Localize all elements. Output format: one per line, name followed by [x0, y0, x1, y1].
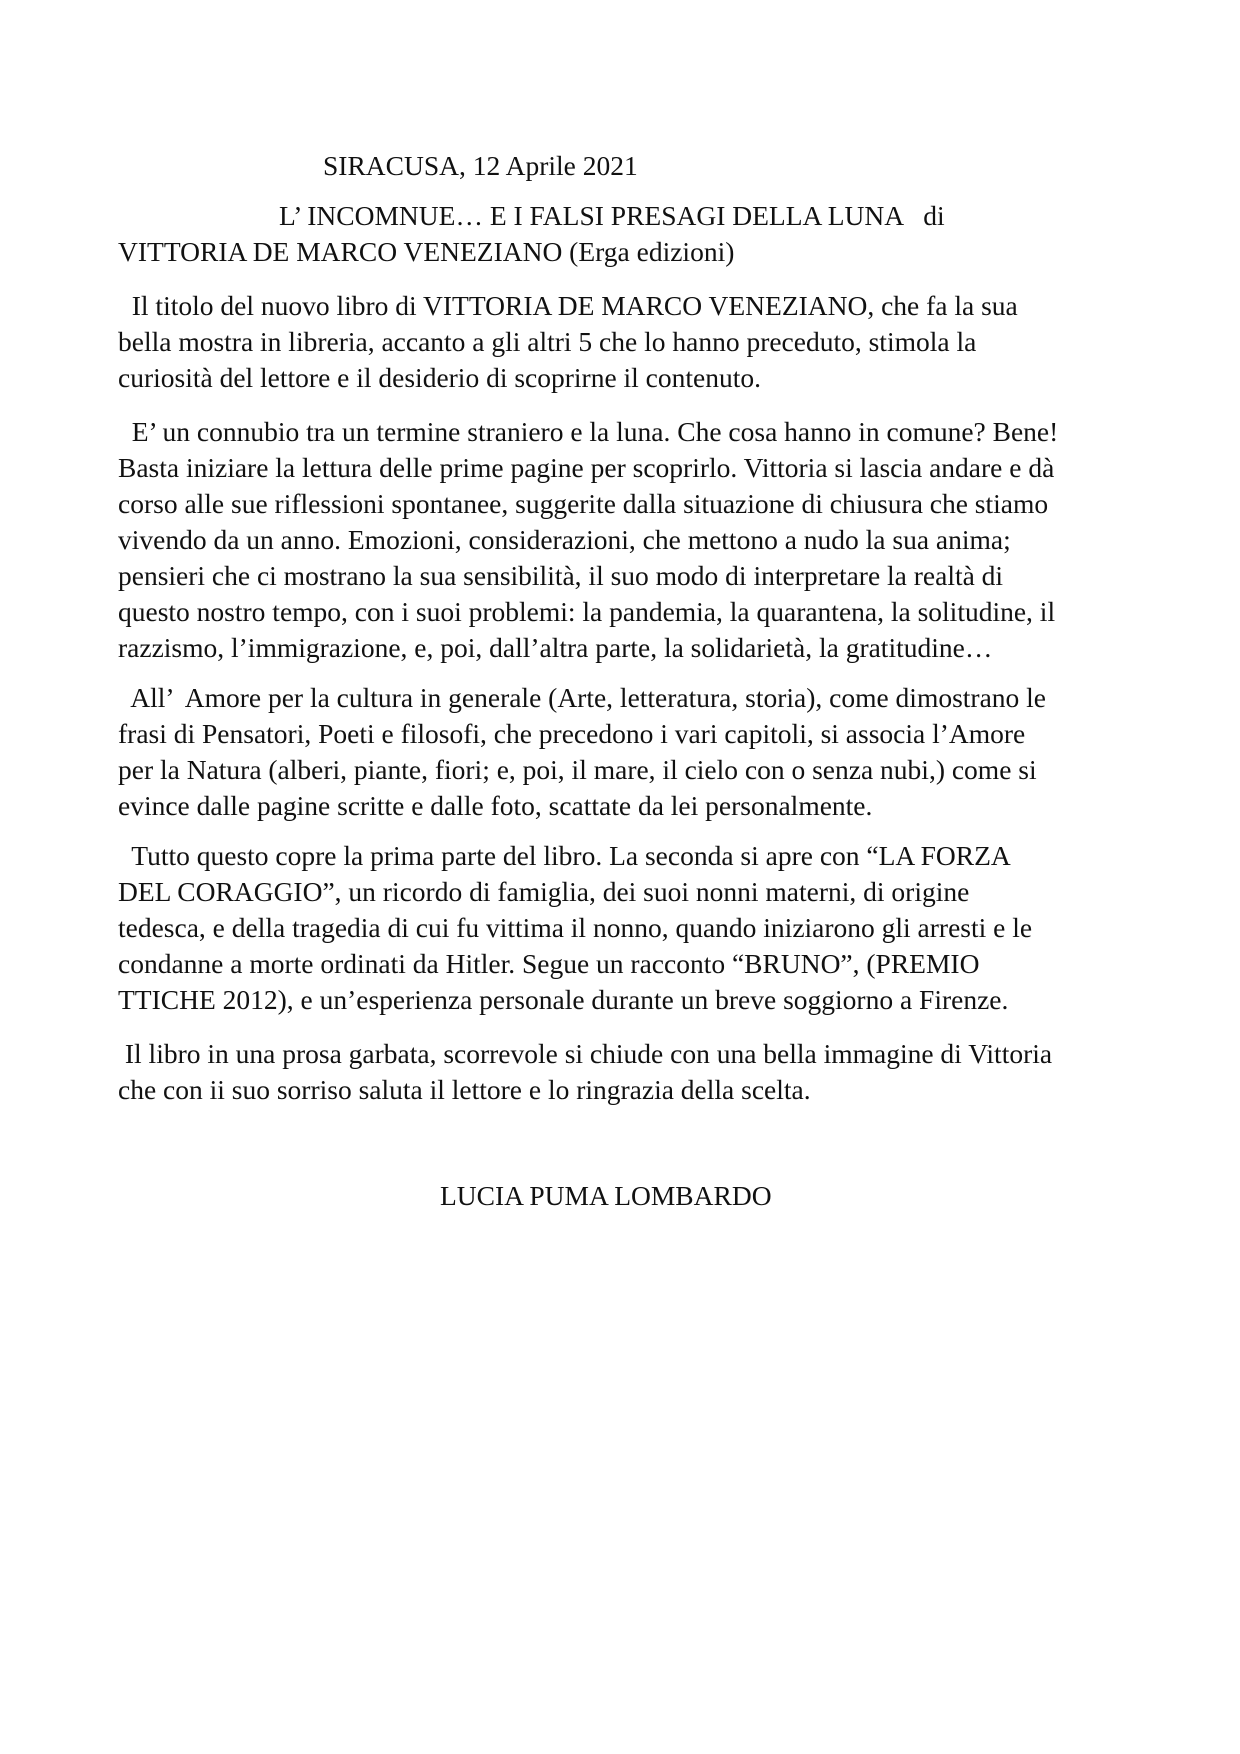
paragraph-5: [118, 1036, 1128, 1108]
paragraph-line: frasi di Pensatori, Poeti e filosofi, che precedono i vari capitoli, si associa l’Amore: [118, 718, 1026, 749]
signature: LUCIA PUMA LOMBARDO: [440, 1180, 772, 1211]
paragraph-line: All’ Amore per la cultura in generale (Arte, letteratura, storia), come dimostrano le: [118, 682, 1047, 713]
paragraph-line: evince dalle pagine scritte e dalle foto, scattate da lei personalmente.: [118, 790, 873, 821]
paragraph-line: che con ii suo sorriso saluta il lettore e lo ringrazia della scelta.: [118, 1074, 811, 1105]
paragraph-line: questo nostro tempo, con i suoi problemi: la pandemia, la quarantena, la solitudine, il: [118, 596, 1056, 627]
paragraph-line: Il libro in una prosa garbata, scorrevole si chiude con una bella immagine di Vittoria: [118, 1038, 1053, 1069]
date-line: SIRACUSA, 12 Aprile 2021: [323, 150, 638, 181]
paragraph-line: tedesca, e della tragedia di cui fu vittima il nonno, quando iniziarono gli arresti e le: [118, 912, 1033, 943]
paragraph-1: [118, 288, 1128, 396]
paragraph-3: [118, 680, 1128, 824]
paragraph-line: corso alle sue riflessioni spontanee, suggerite dalla situazione di chiusura che stiamo: [118, 488, 1049, 519]
paragraph-line: vivendo da un anno. Emozioni, considerazioni, che mettono a nudo la sua anima;: [118, 524, 1011, 555]
paragraph-line: razzismo, l’immigrazione, e, poi, dall’altra parte, la solidarietà, la gratitudine…: [118, 632, 993, 663]
paragraph-4: [118, 838, 1128, 1018]
paragraph-line: Basta iniziare la lettura delle prime pagine per scoprirlo. Vittoria si lascia andare e dà: [118, 452, 1055, 483]
paragraph-line: DEL CORAGGIO”, un ricordo di famiglia, dei suoi nonni materni, di origine: [118, 876, 970, 907]
paragraph-line: bella mostra in libreria, accanto a gli altri 5 che lo hanno preceduto, stimola la: [118, 326, 977, 357]
book-title-line-1: L’ INCOMNUE… E I FALSI PRESAGI DELLA LUNA di: [279, 200, 945, 231]
paragraph-line: curiosità del lettore e il desiderio di scoprirne il contenuto.: [118, 362, 762, 393]
paragraph-line: E’ un connubio tra un termine straniero e la luna. Che cosa hanno in comune? Bene!: [118, 416, 1059, 447]
paragraph-line: condanne a morte ordinati da Hitler. Segue un racconto “BRUNO”, (PREMIO: [118, 948, 980, 979]
paragraph-line: Il titolo del nuovo libro di VITTORIA DE MARCO VENEZIANO, che fa la sua: [118, 290, 1018, 321]
book-title-line-2: VITTORIA DE MARCO VENEZIANO (Erga edizioni): [118, 236, 735, 267]
paragraph-line: Tutto questo copre la prima parte del libro. La seconda si apre con “LA FORZA: [118, 840, 1011, 871]
paragraph-line: pensieri che ci mostrano la sua sensibilità, il suo modo di interpretare la realtà di: [118, 560, 1004, 591]
paragraph-2: [118, 414, 1128, 666]
paragraph-line: TTICHE 2012), e un’esperienza personale durante un breve soggiorno a Firenze.: [118, 984, 1009, 1015]
paragraph-line: per la Natura (alberi, piante, fiori; e, poi, il mare, il cielo con o senza nubi,) come si: [118, 754, 1037, 785]
